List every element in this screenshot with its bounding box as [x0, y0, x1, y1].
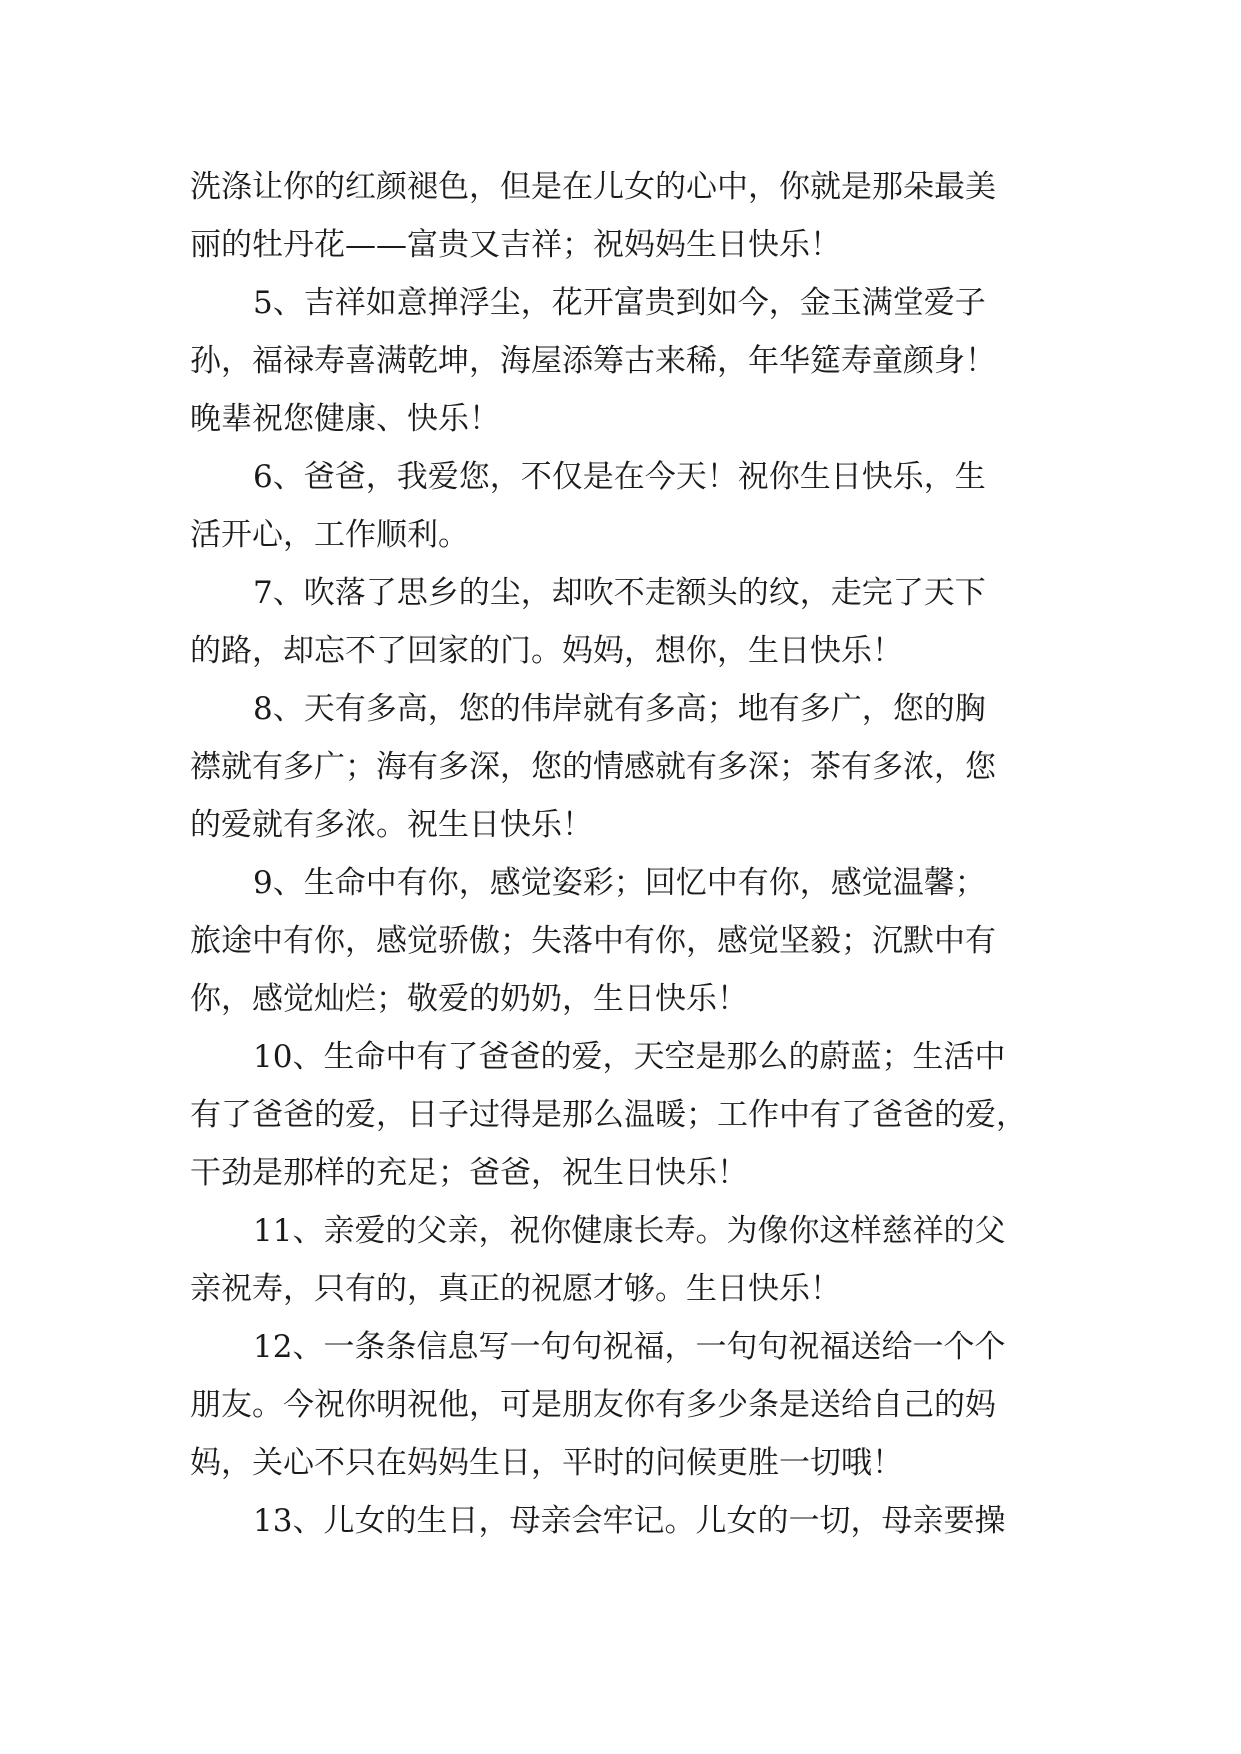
text-line: 朋友。今祝你明祝他，可是朋友你有多少条是送给自己的妈 [190, 1387, 996, 1423]
text-line: 襟就有多广；海有多深，您的情感就有多深；茶有多浓，您 [190, 749, 996, 785]
text-line: 你，感觉灿烂；敬爱的奶奶，生日快乐！ [190, 981, 748, 1017]
text-line: 妈，关心不只在妈妈生日，平时的问候更胜一切哦！ [190, 1445, 903, 1481]
text-line: 活开心，工作顺利。 [190, 517, 469, 553]
paragraph-start-line: 7、吹落了思乡的尘，却吹不走额头的纹，走完了天下 [253, 575, 986, 611]
paragraph-start-line: 13、儿女的生日，母亲会牢记。儿女的一切，母亲要操 [253, 1503, 1006, 1539]
paragraph-start-line: 11、亲爱的父亲，祝你健康长寿。为像你这样慈祥的父 [253, 1213, 1006, 1249]
paragraph-start-line: 10、生命中有了爸爸的爱，天空是那么的蔚蓝；生活中 [253, 1039, 1006, 1075]
text-line: 干劲是那样的充足；爸爸，祝生日快乐！ [190, 1155, 748, 1191]
paragraph-start-line: 5、吉祥如意掸浮尘，花开富贵到如今，金玉满堂爱子 [253, 285, 986, 321]
text-line: 孙，福禄寿喜满乾坤，海屋添筹古来稀，年华筵寿童颜身！ [190, 343, 996, 379]
paragraph-start-line: 6、爸爸，我爱您，不仅是在今天！祝你生日快乐，生 [253, 459, 986, 495]
paragraph-start-line: 8、天有多高，您的伟岸就有多高；地有多广，您的胸 [253, 691, 986, 727]
text-line: 的路，却忘不了回家的门。妈妈，想你，生日快乐！ [190, 633, 903, 669]
text-line: 洗涤让你的红颜褪色，但是在儿女的心中，你就是那朵最美 [190, 169, 996, 205]
text-line: 丽的牡丹花——富贵又吉祥；祝妈妈生日快乐！ [190, 227, 841, 263]
text-line: 亲祝寿，只有的，真正的祝愿才够。生日快乐！ [190, 1271, 841, 1307]
text-line: 晚辈祝您健康、快乐！ [190, 401, 500, 437]
text-line: 的爱就有多浓。祝生日快乐！ [190, 807, 593, 843]
document-page [190, 158, 1050, 1550]
text-line: 有了爸爸的爱，日子过得是那么温暖；工作中有了爸爸的爱， [190, 1097, 1027, 1133]
text-line: 旅途中有你，感觉骄傲；失落中有你，感觉坚毅；沉默中有 [190, 923, 996, 959]
paragraph-start-line: 9、生命中有你，感觉姿彩；回忆中有你，感觉温馨； [253, 865, 986, 901]
paragraph-start-line: 12、一条条信息写一句句祝福，一句句祝福送给一个个 [253, 1329, 1006, 1365]
